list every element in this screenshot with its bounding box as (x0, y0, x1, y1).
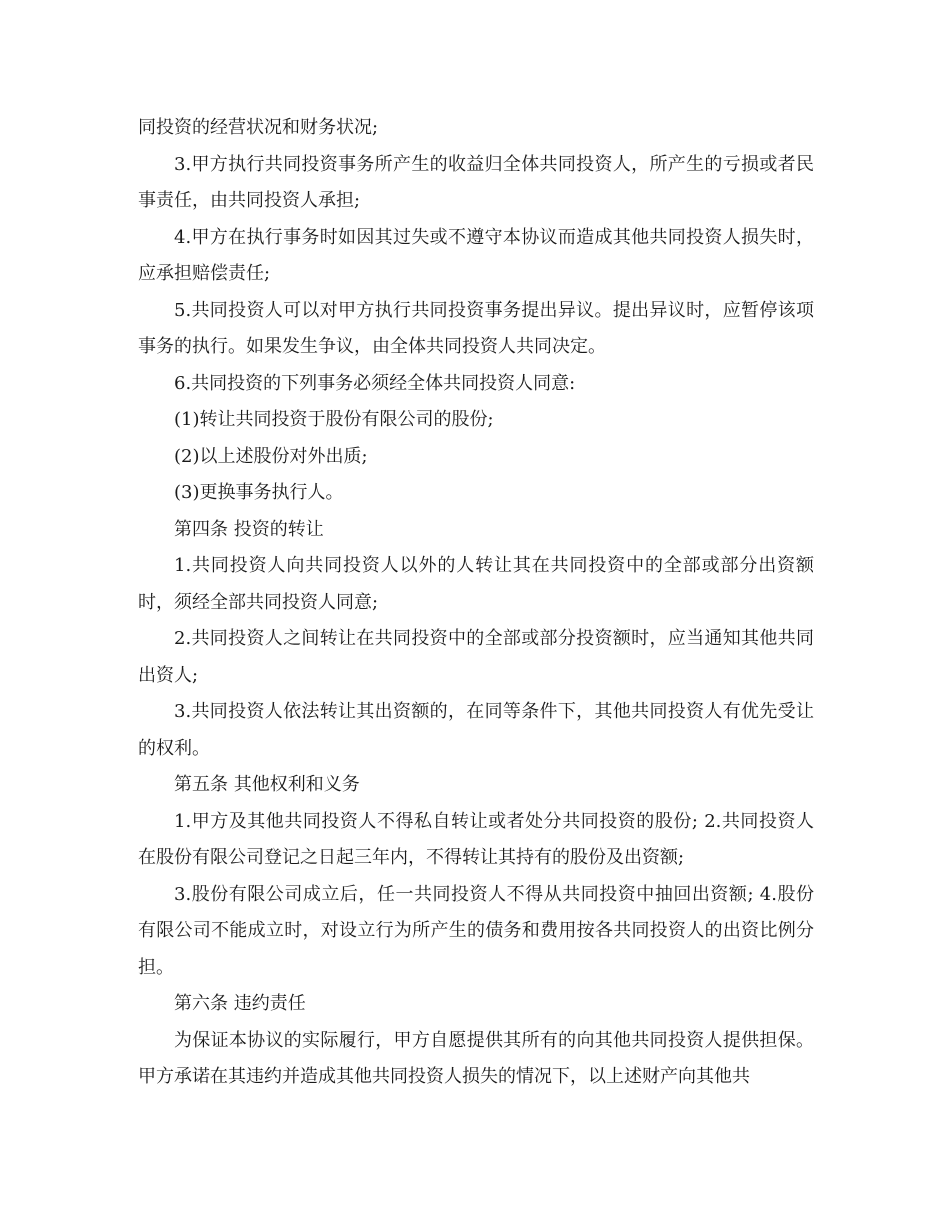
paragraph: 6.共同投资的下列事务必须经全体共同投资人同意: (174, 372, 576, 394)
paragraph: 1.甲方及其他共同投资人不得私自转让或者处分共同投资的股份; 2.共同投资人在股份有限公司登记之日起三年内，不得转让其持有的股份及出资额; (138, 810, 814, 868)
list-item: (3)更换事务执行人。 (174, 482, 344, 503)
list-item: (1)转让共同投资于股份有限公司的股份; (174, 409, 494, 430)
paragraph: 3.股份有限公司成立后，任一共同投资人不得从共同投资中抽回出资额; 4.股份有限公司不能成立时，对设立行为所产生的债务和费用按各共同投资人的出资比例分担。 (138, 883, 814, 978)
list-item: (2)以上述股份对外出质; (174, 445, 368, 467)
section-heading: 第四条 投资的转让 (174, 518, 324, 540)
document-page (138, 110, 814, 1096)
paragraph: 为保证本协议的实际履行，甲方自愿提供其所有的向其他共同投资人提供担保。甲方承诺在其违约并造成其他共同投资人损失的情况下，以上述财产向其他共 (138, 1029, 814, 1087)
paragraph: 同投资的经营状况和财务状况; (138, 117, 379, 138)
paragraph: 3.共同投资人依法转让其出资额的，在同等条件下，其他共同投资人有优先受让的权利。 (138, 701, 814, 759)
section-heading: 第六条 违约责任 (174, 993, 306, 1014)
paragraph: 5.共同投资人可以对甲方执行共同投资事务提出异议。提出异议时，应暂停该项事务的执行。如果发生争议，由全体共同投资人共同决定。 (138, 299, 814, 357)
paragraph: 4.甲方在执行事务时如因其过失或不遵守本协议而造成其他共同投资人损失时，应承担赔偿责任; (138, 226, 814, 284)
paragraph: 1.共同投资人向共同投资人以外的人转让其在共同投资中的全部或部分出资额时，须经全部共同投资人同意; (138, 555, 814, 613)
section-heading: 第五条 其他权利和义务 (174, 774, 360, 795)
paragraph: 3.甲方执行共同投资事务所产生的收益归全体共同投资人，所产生的亏损或者民事责任，由共同投资人承担; (138, 153, 814, 211)
paragraph: 2.共同投资人之间转让在共同投资中的全部或部分投资额时，应当通知其他共同出资人; (138, 628, 814, 686)
